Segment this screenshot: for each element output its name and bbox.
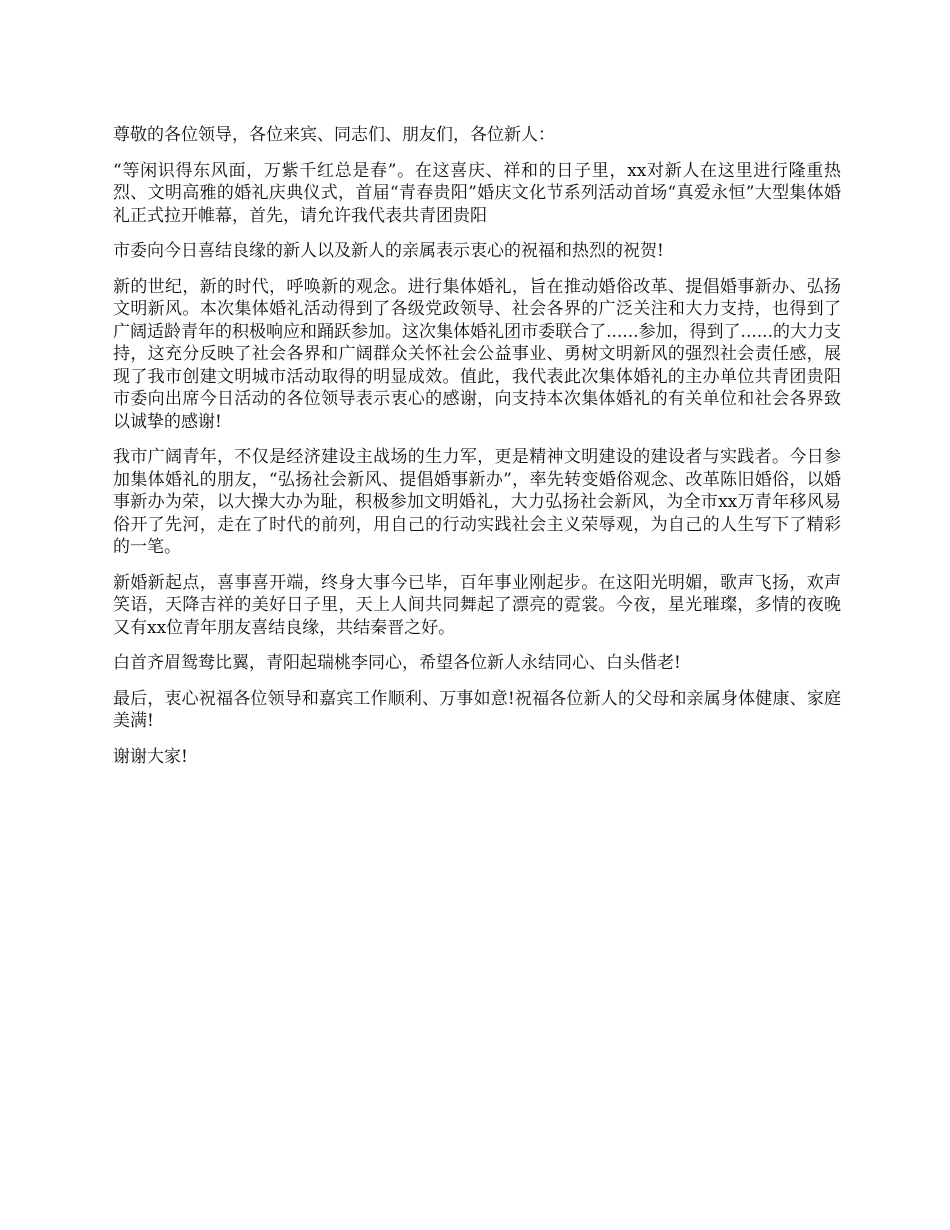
- blessing-paragraph: 市委向今日喜结良缘的新人以及新人的亲属表示衷心的祝福和热烈的祝贺!: [113, 241, 664, 261]
- new-start-paragraph: 新婚新起点，喜事喜开端，终身大事今已毕，百年事业刚起步。在这阳光明媚，歌声飞扬，欢声笑语，天降吉祥的美好日子里，天上人间共同舞起了漂亮的霓裳。今夜，星光璀璨，多情的夜晚又有xx位青年朋友喜结良缘，共结秦晋之好。: [113, 572, 841, 638]
- new-era-paragraph: 新的世纪，新的时代，呼唤新的观念。进行集体婚礼，旨在推动婚俗改革、提倡婚事新办、弘扬文明新风。本次集体婚礼活动得到了各级党政领导、社会各界的广泛关注和大力支持，也得到了广阔适龄青年的积极响应和踊跃参加。这次集体婚礼团市委联合了......参加，得到了......的大力支持，这充分反映了社会各界和广阔群众关怀社会公益事业、勇树文明新风的强烈社会责任感，展现了我市创建文明城市活动取得的明显成效。值此，我代表此次集体婚礼的主办单位共青团贵阳市委向出席今日活动的各位领导表示衷心的感谢，向支持本次集体婚礼的有关单位和社会各界致以诚挚的感谢!: [113, 276, 841, 432]
- salutation-paragraph: 尊敬的各位领导，各位来宾、同志们、朋友们，各位新人：: [113, 125, 555, 145]
- wish-paragraph: 白首齐眉鸳鸯比翼，青阳起瑞桃李同心，希望各位新人永结同心、白头偕老!: [113, 653, 681, 673]
- opening-paragraph: “等闲识得东风面，万紫千红总是春”。在这喜庆、祥和的日子里，xx对新人在这里进行隆重热烈、文明高雅的婚礼庆典仪式，首届“青春贵阳”婚庆文化节系列活动首场“真爱永恒”大型集体婚礼正式拉开帷幕，首先，请允许我代表共青团贵阳: [113, 160, 841, 226]
- youth-paragraph: 我市广阔青年，不仅是经济建设主战场的生力军，更是精神文明建设的建设者与实践者。今日参加集体婚礼的朋友，“弘扬社会新风、提倡婚事新办”，率先转变婚俗观念、改革陈旧婚俗，以婚事新办为荣，以大操大办为耻，积极参加文明婚礼，大力弘扬社会新风，为全市xx万青年移风易俗开了先河，走在了时代的前列，用自己的行动实践社会主义荣辱观，为自己的人生写下了精彩的一笔。: [113, 447, 841, 557]
- speech-body: [113, 124, 841, 781]
- thanks-paragraph: 谢谢大家!: [113, 746, 188, 767]
- closing-paragraph: 最后，衷心祝福各位领导和嘉宾工作顺利、万事如意!祝福各位新人的父母和亲属身体健康、家庭美满!: [113, 688, 841, 731]
